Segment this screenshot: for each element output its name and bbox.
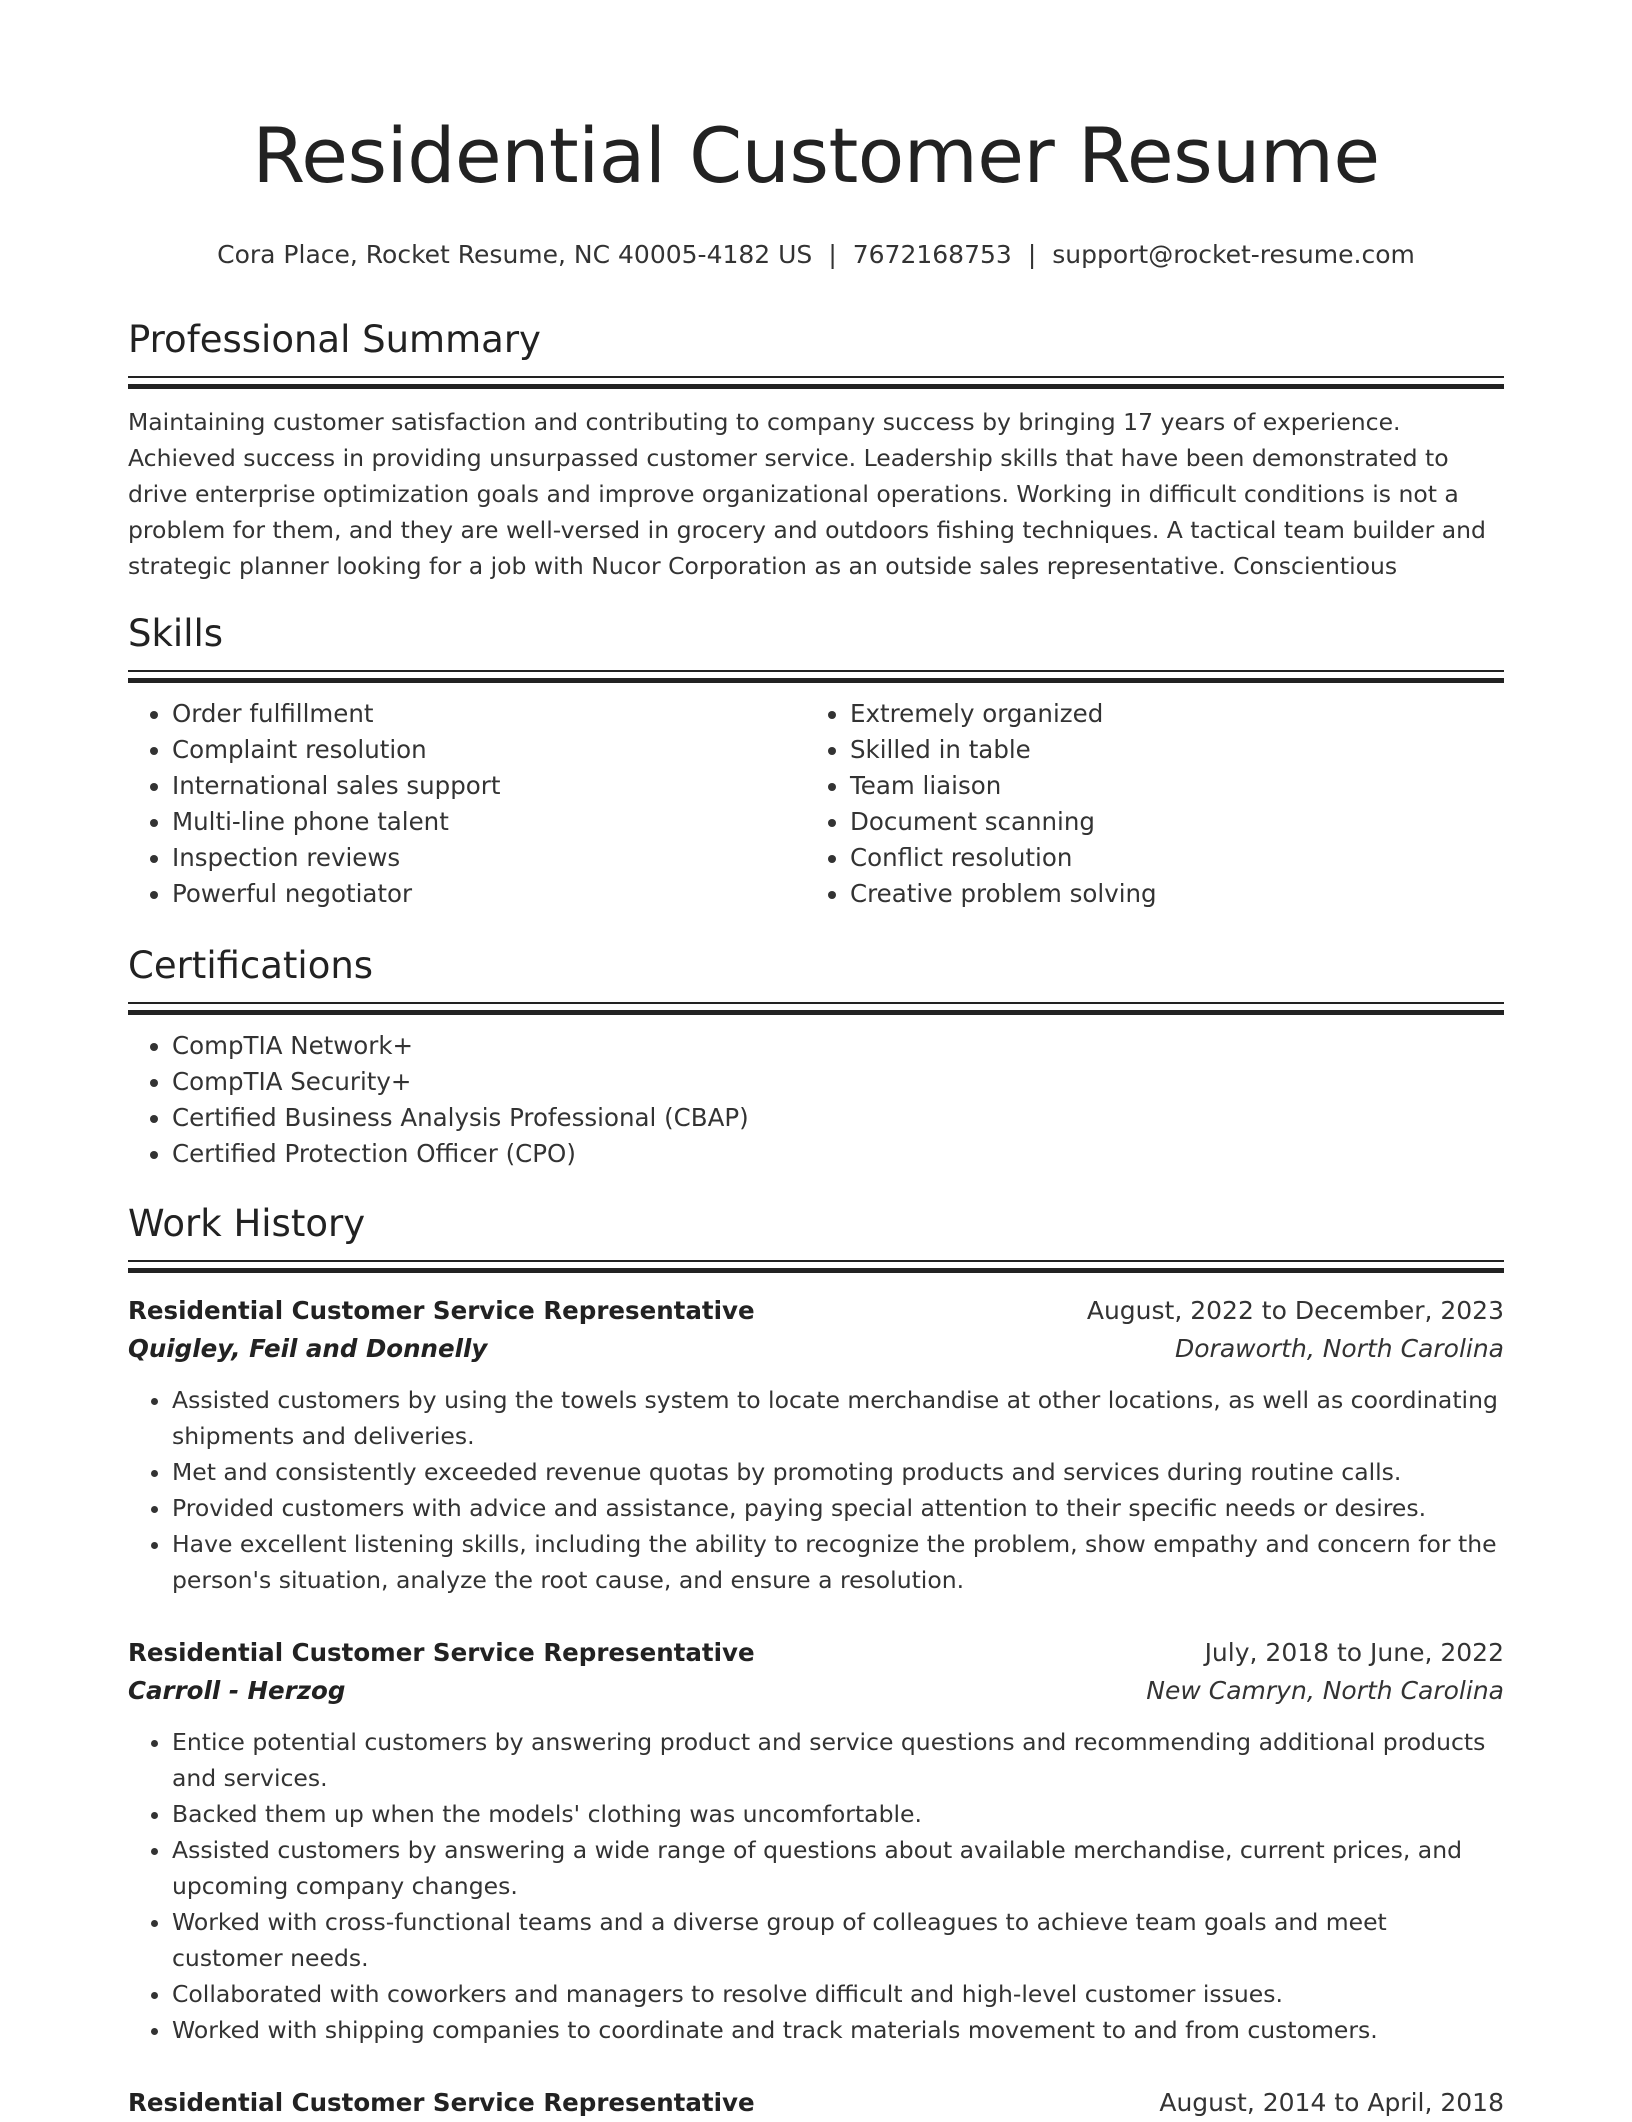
list-item: • Assisted customers by answering a wide range of questions about available merchandise, current prices, and upcoming company changes.	[172, 1832, 1504, 1904]
contact-line	[128, 240, 1504, 270]
section-certifications	[128, 944, 1504, 1172]
list-item: • Collaborated with coworkers and managers to resolve difficult and high-level customer issues.	[172, 1976, 1504, 2012]
list-item: • International sales support	[172, 768, 806, 804]
section-heading: Certifications	[128, 944, 374, 987]
job-company: Quigley, Feil and Donnelly	[128, 1334, 488, 1364]
list-item: • Skilled in table	[850, 732, 1484, 768]
section-divider	[128, 1260, 1504, 1272]
contact-separator: |	[828, 240, 837, 269]
list-item: • Complaint resolution	[172, 732, 806, 768]
jobs-list	[128, 1292, 1504, 2122]
job-duties-list	[128, 1724, 1504, 2048]
section-divider	[128, 376, 1504, 388]
contact-address: Cora Place, Rocket Resume, NC 40005-4182 US	[217, 240, 813, 269]
section-divider	[128, 1002, 1504, 1014]
job-duties-list	[128, 1382, 1504, 1598]
section-professional-summary	[128, 318, 1504, 584]
list-item: • Worked with shipping companies to coordinate and track materials movement to and from customers.	[172, 2012, 1504, 2048]
list-item: • Have excellent listening skills, including the ability to recognize the problem, show empathy and concern for the person's situation, analyze the root cause, and ensure a resolution.	[172, 1526, 1504, 1598]
job-dates: August, 2022 to December, 2023	[1086, 1296, 1504, 1326]
list-item: • CompTIA Security+	[172, 1064, 1504, 1100]
list-item: • Certified Business Analysis Professional (CBAP)	[172, 1100, 1504, 1136]
list-item: • Powerful negotiator	[172, 876, 806, 912]
section-heading: Skills	[128, 612, 224, 655]
skills-list-right	[806, 696, 1484, 912]
job-location: Doraworth, North Carolina	[1175, 1334, 1504, 1364]
skills-columns	[128, 696, 1504, 912]
section-work-history	[128, 1202, 1504, 2122]
list-item: • Provided customers with advice and assistance, paying special attention to their specific needs or desires.	[172, 1490, 1504, 1526]
job-title: Residential Customer Service Representative	[128, 1638, 755, 1668]
list-item: • Inspection reviews	[172, 840, 806, 876]
list-item: • Multi-line phone talent	[172, 804, 806, 840]
job-header-row	[128, 1292, 1504, 1330]
resume-title: Residential Customer Resume	[252, 111, 1380, 200]
skills-list-left	[128, 696, 806, 912]
job-company: Carroll - Herzog	[128, 1676, 346, 1706]
job-entry	[128, 1634, 1504, 2048]
list-item: • Backed them up when the models' clothing was uncomfortable.	[172, 1796, 1504, 1832]
contact-phone: 7672168753	[852, 240, 1012, 269]
job-header-row	[128, 2084, 1504, 2122]
list-item: • Team liaison	[850, 768, 1484, 804]
list-item: • Met and consistently exceeded revenue quotas by promoting products and services during routine calls.	[172, 1454, 1504, 1490]
job-entry	[128, 1292, 1504, 1598]
section-heading: Work History	[128, 1202, 366, 1245]
contact-separator: |	[1027, 240, 1037, 269]
job-dates: August, 2014 to April, 2018	[1159, 2088, 1504, 2118]
job-header-row	[128, 1634, 1504, 1672]
job-company-row	[128, 1330, 1504, 1368]
list-item: • Worked with cross-functional teams and a diverse group of colleagues to achieve team goals and meet customer needs.	[172, 1904, 1504, 1976]
job-company-row	[128, 1672, 1504, 1710]
job-entry	[128, 2084, 1504, 2122]
contact-email: support@rocket-resume.com	[1052, 240, 1415, 269]
list-item: • Document scanning	[850, 804, 1484, 840]
list-item: • Extremely organized	[850, 696, 1484, 732]
job-title: Residential Customer Service Representative	[128, 1296, 755, 1326]
job-title: Residential Customer Service Representative	[128, 2088, 755, 2118]
list-item: • Creative problem solving	[850, 876, 1484, 912]
list-item: • CompTIA Network+	[172, 1028, 1504, 1064]
list-item: • Conflict resolution	[850, 840, 1484, 876]
job-location: New Camryn, North Carolina	[1146, 1676, 1504, 1706]
list-item: • Entice potential customers by answering product and service questions and recommending additional products and services.	[172, 1724, 1504, 1796]
certifications-list	[128, 1028, 1504, 1172]
summary-text: Maintaining customer satisfaction and contributing to company success by bringing 17 years of experience. Achieved success in providing unsurpassed customer service. Leadership skills that have been demonstrated to drive enterprise optimization goals and improve organizational operations. Working in difficult conditions is not a problem for them, and they are well-versed in grocery and outdoors fishing techniques. A tactical team builder and strategic planner looking for a job with Nucor Corporation as an outside sales representative. Conscientious	[128, 408, 1486, 581]
section-skills	[128, 612, 1504, 912]
job-dates: July, 2018 to June, 2022	[1204, 1638, 1504, 1668]
list-item: • Certified Protection Officer (CPO)	[172, 1136, 1504, 1172]
list-item: • Order fulfillment	[172, 696, 806, 732]
list-item: • Assisted customers by using the towels system to locate merchandise at other locations, as well as coordinating shipments and deliveries.	[172, 1382, 1504, 1454]
section-heading: Professional Summary	[128, 318, 541, 361]
section-divider	[128, 670, 1504, 682]
